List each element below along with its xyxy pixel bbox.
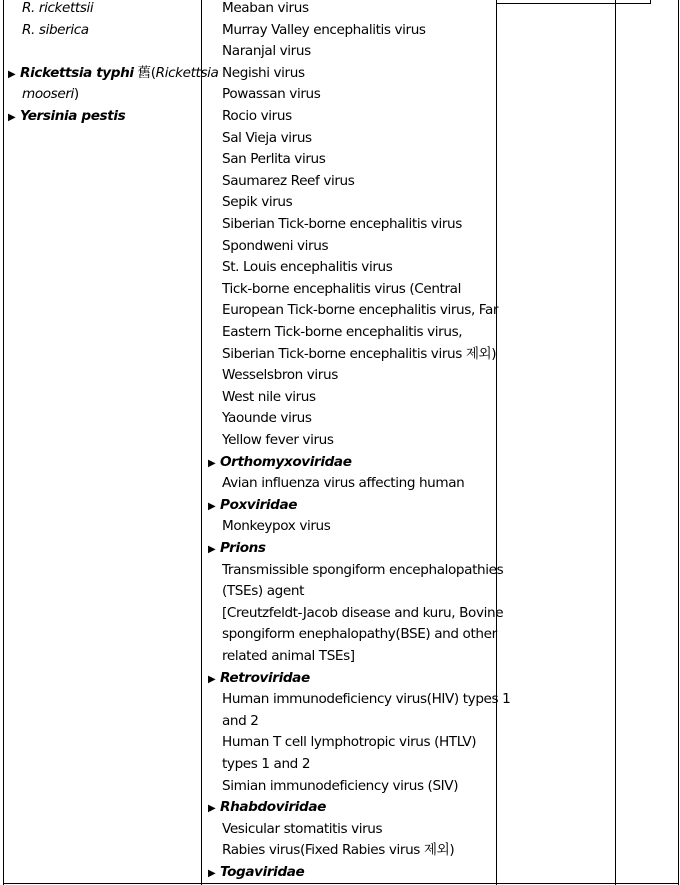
table-border-right xyxy=(678,0,679,885)
item-text: Naranjal virus xyxy=(222,43,311,60)
item-text: Orthomyxoviridae xyxy=(220,453,352,470)
list-item xyxy=(222,106,292,128)
list-item xyxy=(222,516,330,538)
list-item xyxy=(222,776,458,798)
item-text: Human immunodeficiency virus(HIV) types 1 xyxy=(222,691,511,708)
item-text: Vesicular stomatitis virus xyxy=(222,820,383,837)
item-text: related animal TSEs] xyxy=(222,648,355,664)
item-text: Togaviridae xyxy=(220,864,305,880)
item-text: spongiform enephalopathy(BSE) and other xyxy=(222,626,497,643)
item-text: [Creutzfeldt-Jacob disease and kuru, Bovine xyxy=(222,604,504,621)
list-item xyxy=(222,0,309,20)
list-item xyxy=(22,84,79,106)
list-item xyxy=(222,20,426,42)
list-item xyxy=(222,300,498,322)
item-text: Rocio virus xyxy=(222,108,292,124)
item-text: European Tick-borne encephalitis virus, Far xyxy=(222,302,499,319)
item-text: Wesselsbron virus xyxy=(222,367,338,384)
family-header xyxy=(208,452,352,474)
list-item xyxy=(222,344,496,366)
column-divider-2 xyxy=(496,0,497,885)
item-text: Murray Valley encephalitis virus xyxy=(222,21,426,38)
arrow-bullet-icon: ▶ xyxy=(208,803,216,815)
list-item xyxy=(222,214,462,236)
item-text: types 1 and 2 xyxy=(222,756,311,772)
list-item xyxy=(222,689,510,711)
item-text: Poxviridae xyxy=(220,496,298,513)
list-item xyxy=(22,20,89,42)
item-text: Saumarez Reef virus xyxy=(222,172,355,189)
item-text: San Perlita virus xyxy=(222,151,326,168)
list-item xyxy=(222,646,355,668)
item-text: Rabies virus(Fixed Rabies virus 제외) xyxy=(222,842,455,859)
list-item xyxy=(222,257,392,279)
item-text: Sepik virus xyxy=(222,194,293,211)
family-header xyxy=(208,495,297,517)
item-text: R. siberica xyxy=(22,21,89,38)
item-text: Tick-borne encephalitis virus (Central xyxy=(222,280,461,297)
list-item xyxy=(222,387,316,409)
list-item xyxy=(222,84,320,106)
item-text: St. Louis encephalitis virus xyxy=(222,259,393,276)
family-header xyxy=(208,538,266,560)
item-text: Eastern Tick-borne encephalitis virus, xyxy=(222,324,463,340)
list-item xyxy=(222,279,461,301)
arrow-bullet-icon: ▶ xyxy=(208,673,216,685)
item-text: Retroviridae xyxy=(220,669,310,686)
list-item xyxy=(222,840,454,862)
item-text: Yaounde virus xyxy=(222,410,312,427)
item-text: Negishi virus xyxy=(222,64,305,81)
list-item xyxy=(222,192,292,214)
list-item xyxy=(222,711,259,733)
list-item xyxy=(222,149,325,171)
item-text: and 2 xyxy=(222,712,259,729)
item-text: Rhabdoviridae xyxy=(220,799,326,816)
item-suffix-italic: Rickettsia xyxy=(155,64,219,81)
list-item xyxy=(8,63,218,85)
list-item xyxy=(222,322,462,344)
item-text: Avian influenza virus affecting human xyxy=(222,475,465,492)
list-item xyxy=(222,473,464,495)
item-suffix: 舊( xyxy=(133,64,156,81)
item-text: Meaban virus xyxy=(222,0,309,16)
arrow-bullet-icon: ▶ xyxy=(208,457,216,469)
item-text: mooseri xyxy=(22,86,74,103)
list-item xyxy=(222,408,312,430)
table-border-left xyxy=(3,0,4,885)
item-text: Siberian Tick-borne encephalitis virus 제외) xyxy=(222,345,497,362)
item-text: Yellow fever virus xyxy=(222,432,334,448)
column-divider-3 xyxy=(615,0,616,885)
arrow-bullet-icon: ▶ xyxy=(8,112,16,123)
list-item xyxy=(222,128,312,150)
item-text: Transmissible spongiform encephalopathies xyxy=(222,561,504,578)
list-item xyxy=(222,624,497,646)
item-text: Powassan virus xyxy=(222,86,321,103)
list-item xyxy=(222,171,354,193)
list-item xyxy=(222,732,476,754)
arrow-bullet-icon: ▶ xyxy=(208,544,216,555)
item-text: Simian immunodeficiency virus (SIV) xyxy=(222,777,459,794)
family-header xyxy=(208,862,304,884)
table-border-bottom xyxy=(3,883,679,884)
list-item xyxy=(222,365,338,387)
list-item xyxy=(222,603,503,625)
family-header xyxy=(208,668,310,690)
list-item xyxy=(222,581,304,603)
list-item xyxy=(222,819,382,841)
list-item xyxy=(222,754,310,776)
item-text: Spondweni virus xyxy=(222,237,329,254)
item-text: Siberian Tick-borne encephalitis virus xyxy=(222,216,462,232)
item-text: Monkeypox virus xyxy=(222,518,331,535)
item-text: Prions xyxy=(220,540,266,556)
arrow-bullet-icon: ▶ xyxy=(208,868,216,879)
item-text: R. rickettsii xyxy=(22,0,94,16)
arrow-bullet-icon: ▶ xyxy=(8,68,16,80)
list-item xyxy=(22,0,93,20)
item-text: West nile virus xyxy=(222,388,316,405)
item-text: Yersinia pestis xyxy=(20,108,126,124)
list-item xyxy=(222,430,334,452)
item-text: Sal Vieja virus xyxy=(222,129,312,146)
arrow-bullet-icon: ▶ xyxy=(208,500,216,512)
list-item xyxy=(222,63,305,85)
list-item xyxy=(222,236,328,258)
list-item xyxy=(222,41,311,63)
family-header xyxy=(208,797,326,819)
item-tail: ) xyxy=(73,86,79,103)
item-text: Human T cell lymphotropic virus (HTLV) xyxy=(222,734,477,751)
outer-frame-top-edge xyxy=(496,3,651,4)
list-item xyxy=(222,560,503,582)
item-text: (TSEs) agent xyxy=(222,583,304,600)
column-divider-1 xyxy=(201,0,202,885)
list-item xyxy=(8,106,125,128)
item-text: Rickettsia typhi xyxy=(20,64,134,81)
